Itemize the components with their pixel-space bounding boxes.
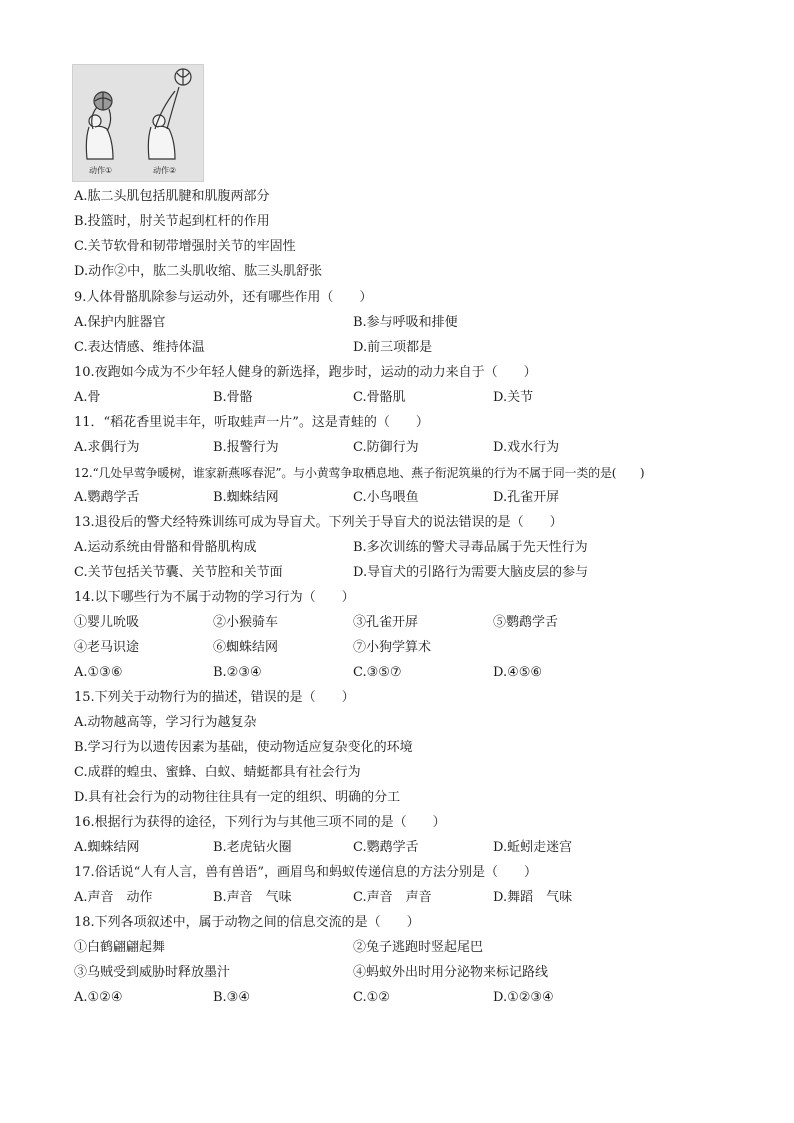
q18-stem: 18.下列各项叙述中，属于动物之间的信息交流的是（ ） xyxy=(74,915,420,930)
q15-option-d: D.具有社会行为的动物往往具有一定的组织、明确的分工 xyxy=(74,790,401,805)
q10-option-a: A.骨 xyxy=(74,390,101,405)
q12-option-b: B.蜘蛛结网 xyxy=(213,490,279,505)
shooting-action-figure xyxy=(72,64,204,182)
q18-item: ②兔子逃跑时竖起尾巴 xyxy=(353,940,484,955)
q17-option-d: D.舞蹈 气味 xyxy=(493,890,573,905)
q8-option-b: B.投篮时，肘关节起到杠杆的作用 xyxy=(74,214,270,229)
q16-option-d: D.蚯蚓走迷宫 xyxy=(493,840,573,855)
q12-option-d: D.孔雀开屏 xyxy=(493,490,560,505)
q17-option-a: A.声音 动作 xyxy=(74,890,153,905)
q14-item: ④老马识途 xyxy=(74,640,140,655)
q17-stem: 17.俗话说“人有人言，兽有兽语”，画眉鸟和蚂蚁传递信息的方法分别是（ ） xyxy=(74,865,537,880)
q11-option-c: C.防御行为 xyxy=(353,440,419,455)
q18-option-d: D.①②③④ xyxy=(493,990,554,1005)
q14-option-d: D.④⑤⑥ xyxy=(493,665,543,680)
q17-option-b: B.声音 气味 xyxy=(213,890,292,905)
q14-item: ⑤鹦鹉学舌 xyxy=(493,615,559,630)
q8-option-c: C.关节软骨和韧带增强肘关节的牢固性 xyxy=(74,239,296,254)
q8-option-a: A.肱二头肌包括肌腱和肌腹两部分 xyxy=(74,189,270,204)
q10-option-d: D.关节 xyxy=(493,390,534,405)
q14-item: ①婴儿吮吸 xyxy=(74,615,140,630)
q14-option-a: A.①③⑥ xyxy=(74,665,123,680)
q15-option-b: B.学习行为以遗传因素为基础，使动物适应复杂变化的环境 xyxy=(74,740,413,755)
q14-item: ⑦小狗学算术 xyxy=(353,640,432,655)
q18-option-b: B.③④ xyxy=(213,990,250,1005)
q12-option-a: A.鹦鹉学舌 xyxy=(74,490,140,505)
q9-option-b: B.参与呼吸和排便 xyxy=(353,315,458,330)
q11-stem: 11．“稻花香里说丰年，听取蛙声一片”。这是青蛙的（ ） xyxy=(74,415,429,430)
q15-option-c: C.成群的蝗虫、蜜蜂、白蚁、蜻蜓都具有社会行为 xyxy=(74,765,361,780)
q16-option-a: A.蜘蛛结网 xyxy=(74,840,140,855)
q14-option-c: C.③⑤⑦ xyxy=(353,665,402,680)
q16-option-c: C.鹦鹉学舌 xyxy=(353,840,419,855)
q16-stem: 16.根据行为获得的途径，下列行为与其他三项不同的是（ ） xyxy=(74,815,446,830)
q10-option-c: C.骨骼肌 xyxy=(353,390,406,405)
q13-option-c: C.关节包括关节囊、关节腔和关节面 xyxy=(74,565,283,580)
q14-item: ③孔雀开屏 xyxy=(353,615,419,630)
q17-option-c: C.声音 声音 xyxy=(353,890,432,905)
q14-item: ⑥蜘蛛结网 xyxy=(213,640,279,655)
q12-option-c: C.小鸟喂鱼 xyxy=(353,490,419,505)
q14-option-b: B.②③④ xyxy=(213,665,262,680)
q9-option-a: A.保护内脏器官 xyxy=(74,315,166,330)
q15-stem: 15.下列关于动物行为的描述，错误的是（ ） xyxy=(74,690,355,705)
q13-option-d: D.导盲犬的引路行为需要大脑皮层的参与 xyxy=(353,565,589,580)
q18-item: ③乌贼受到威胁时释放墨汁 xyxy=(74,965,231,980)
q13-option-a: A.运动系统由骨骼和骨骼肌构成 xyxy=(74,540,257,555)
q13-option-b: B.多次训练的警犬寻毒品属于先天性行为 xyxy=(353,540,588,555)
q18-item: ④蚂蚁外出时用分泌物来标记路线 xyxy=(353,965,549,980)
q14-stem: 14.以下哪些行为不属于动物的学习行为（ ） xyxy=(74,590,355,605)
q9-option-d: D.前三项都是 xyxy=(353,340,433,355)
q11-option-b: B.报警行为 xyxy=(213,440,279,455)
q14-item: ②小猴骑车 xyxy=(213,615,279,630)
q9-option-c: C.表达情感、维持体温 xyxy=(74,340,205,355)
q9-stem: 9.人体骨骼肌除参与运动外，还有哪些作用（ ） xyxy=(74,290,373,305)
q18-option-c: C.①② xyxy=(353,990,390,1005)
q13-stem: 13.退役后的警犬经特殊训练可成为导盲犬。下列关于导盲犬的说法错误的是（ ） xyxy=(74,515,563,530)
q10-stem: 10.夜跑如今成为不少年轻人健身的新选择，跑步时，运动的动力来自于（ ） xyxy=(74,365,537,380)
q8-option-d: D.动作②中，肱二头肌收缩、肱三头肌舒张 xyxy=(74,264,323,279)
q11-option-a: A.求偶行为 xyxy=(74,440,140,455)
q18-item: ①白鹤翩翩起舞 xyxy=(74,940,166,955)
q10-option-b: B.骨骼 xyxy=(213,390,253,405)
q15-option-a: A.动物越高等，学习行为越复杂 xyxy=(74,715,257,730)
q12-stem: 12.“几处早莺争暖树，谁家新燕啄春泥”。与小黄莺争取栖息地、燕子衔泥筑巢的行为不属于同一类的是( ) xyxy=(74,466,645,480)
figure-caption-2: 动作② xyxy=(153,166,177,175)
q18-option-a: A.①②④ xyxy=(74,990,123,1005)
shooting-illustration xyxy=(73,65,203,181)
q11-option-d: D.戏水行为 xyxy=(493,440,560,455)
figure-caption-1: 动作① xyxy=(89,166,113,175)
q16-option-b: B.老虎钻火圈 xyxy=(213,840,292,855)
